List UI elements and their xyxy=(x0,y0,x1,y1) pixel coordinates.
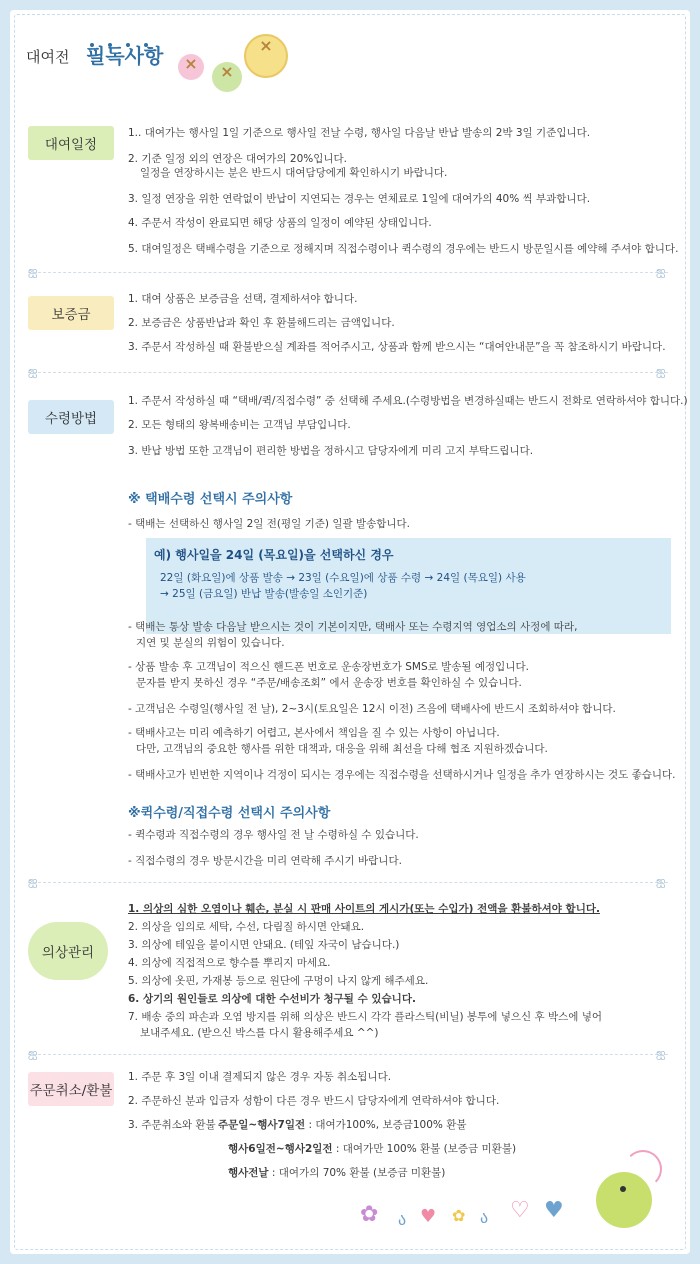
example-title: 예) 행사일을 24일 (목요일)을 선택하신 경우 xyxy=(154,548,394,562)
section-receipt xyxy=(28,395,688,870)
care-item-3: 3. 의상에 테잎을 붙이시면 안돼요. (테잎 자국이 남습니다.) xyxy=(128,939,400,951)
bow-icon: ஐ xyxy=(28,364,38,378)
deposit-item-3: 3. 주문서 작성하실 때 환불받으실 계좌를 적어주시고, 상품과 함께 받으시는 “대여안내문”을 꼭 참조하시기 바랍니다. xyxy=(128,341,666,353)
title-dots xyxy=(90,32,170,38)
receipt-item-1: 1. 주문서 작성하실 때 “택배/퀵/직접수령” 중 선택해 주세요.(수령방법을 변경하실때는 반드시 전화로 연락하셔야 합니다.) xyxy=(128,395,688,407)
section-deposit xyxy=(28,293,668,366)
courier-note: - 상품 발송 후 고객님이 적으신 핸드폰 번호로 운송장번호가 SMS로 발송될 예정입니다. xyxy=(128,661,529,673)
example-line-2: → 25일 (금요일) 반납 발송(발송일 소인기준) xyxy=(160,588,368,600)
divider xyxy=(28,272,668,273)
divider xyxy=(28,1054,668,1055)
bow-icon: ஐ xyxy=(656,364,666,378)
care-item-7b: 보내주세요. (받으신 박스를 다시 활용해주세요 ^^) xyxy=(140,1027,379,1039)
cancel-item-2: 2. 주문하신 분과 입금자 성함이 다른 경우 반드시 담당자에게 연락하셔야 합니다. xyxy=(128,1095,500,1107)
title-small: 대여전 xyxy=(26,48,70,66)
refund-row: 행사6일전~행사2일전 : 대여가만 100% 환불 (보증금 미환불) xyxy=(228,1143,517,1155)
example-line-1: 22일 (화요일)에 상품 발송 → 23일 (수요일)에 상품 수령 → 24일 (목요일) 사용 xyxy=(160,572,526,584)
bird-icon xyxy=(590,1150,660,1234)
label-care: 의상관리 xyxy=(28,922,108,980)
refund-row: 주문일~행사7일전 : 대여가100%, 보증금100% 환불 xyxy=(218,1119,467,1131)
quick-note: - 직접수령의 경우 방문시간을 미리 연락해 주시기 바랍니다. xyxy=(128,855,402,867)
section-care xyxy=(28,900,668,1050)
label-deposit: 보증금 xyxy=(28,296,114,330)
title-big: 필독사항 xyxy=(86,44,164,68)
bow-icon: ஐ xyxy=(656,264,666,278)
care-item-7: 7. 배송 중의 파손과 오염 방지를 위해 의상은 반드시 각각 플라스틱(비닐) 봉투에 넣으신 후 박스에 넣어 xyxy=(128,1011,602,1023)
deposit-item-2: 2. 보증금은 상품반납과 확인 후 환불해드리는 금액입니다. xyxy=(128,317,395,329)
receipt-item-2: 2. 모든 형태의 왕복배송비는 고객님 부담입니다. xyxy=(128,419,351,431)
quick-note: - 퀵수령과 직접수령의 경우 행사일 전 날 수령하실 수 있습니다. xyxy=(128,829,419,841)
rental-item-2: 2. 기준 일정 외의 연장은 대여가의 20%입니다. xyxy=(128,153,348,165)
deposit-item-1: 1. 대여 상품은 보증금을 선택, 결제하셔야 합니다. xyxy=(128,293,358,305)
courier-note: 다만, 고객님의 중요한 행사를 위한 대책과, 대응을 위해 최선을 다해 협조 지원하겠습니다. xyxy=(136,743,548,755)
heart-icon: ♡ xyxy=(510,1198,530,1223)
courier-note: - 택배사고가 빈번한 지역이나 걱정이 되시는 경우에는 직접수령을 선택하시거나 일정을 추가 연장하시는 것도 좋습니다. xyxy=(128,769,676,781)
care-item-2: 2. 의상을 임의로 세탁, 수선, 다림질 하시면 안돼요. xyxy=(128,921,365,933)
bow-icon: ஐ xyxy=(28,1046,38,1060)
courier-note: - 택배는 통상 발송 다음날 받으시는 것이 기본이지만, 택배사 또는 수령지역 영업소의 사정에 따라, xyxy=(128,621,578,633)
flower-icon: ✿ xyxy=(452,1206,466,1225)
label-cancel: 주문취소/환불 xyxy=(28,1072,114,1106)
rental-item-4: 4. 주문서 작성이 완료되면 해당 상품의 일정이 예약된 상태입니다. xyxy=(128,217,432,229)
courier-heading: ※ 택배수령 선택시 주의사항 xyxy=(128,492,293,507)
swirl-icon: ა xyxy=(480,1208,489,1227)
rental-item-1: 1.. 대여가는 행사일 1일 기준으로 행사일 전날 수령, 행사일 다음날 반납 발송의 2박 3일 기준입니다. xyxy=(128,127,591,139)
divider xyxy=(28,882,668,883)
decoration-icon xyxy=(350,1130,680,1240)
courier-note: - 고객님은 수령일(행사일 전 날), 2~3시(토요일은 12시 이전) 즈음에 택배사에 반드시 조회하셔야 합니다. xyxy=(128,703,616,715)
cancel-item-3: 3. 주문취소와 환불 : xyxy=(128,1119,223,1131)
care-item-1: 1. 의상의 심한 오염이나 훼손, 분실 시 판매 사이트의 게시가(또는 수입가) 전액을 환불하셔야 합니다. xyxy=(128,903,600,915)
label-rental-schedule: 대여일정 xyxy=(28,126,114,160)
quick-heading: ※퀵수령/직접수령 선택시 주의사항 xyxy=(128,806,331,821)
receipt-item-3: 3. 반납 방법 또한 고객님이 편리한 방법을 정하시고 담당자에게 미리 고지 부탁드립니다. xyxy=(128,445,534,457)
courier-note: 지연 및 분실의 위험이 있습니다. xyxy=(136,637,285,649)
refund-row: 행사전날 : 대여가의 70% 환불 (보증금 미환불) xyxy=(228,1167,446,1179)
label-receipt: 수령방법 xyxy=(28,400,114,434)
courier-note: 문자를 받지 못하신 경우 “주문/배송조회” 에서 운송장 번호를 확인하실 수 있습니다. xyxy=(136,677,522,689)
courier-note: - 택배사고는 미리 예측하기 어렵고, 본사에서 책임을 질 수 있는 사항이 아닙니다. xyxy=(128,727,500,739)
heart-icon: ♥ xyxy=(420,1206,437,1227)
bow-icon: ஐ xyxy=(28,874,38,888)
cancel-item-1: 1. 주문 후 3일 이내 결제되지 않은 경우 자동 취소됩니다. xyxy=(128,1071,392,1083)
section-rental-schedule xyxy=(28,126,679,266)
bow-icon: ஐ xyxy=(28,264,38,278)
care-item-6: 6. 상기의 원인들로 의상에 대한 수선비가 청구될 수 있습니다. xyxy=(128,993,416,1005)
swirl-icon: ა xyxy=(398,1210,407,1229)
care-item-5: 5. 의상에 옷핀, 가재봉 등으로 원단에 구멍이 나지 않게 해주세요. xyxy=(128,975,429,987)
bow-icon: ஐ xyxy=(656,1046,666,1060)
heart-icon: ♥ xyxy=(544,1198,564,1223)
bow-icon: ஐ xyxy=(656,874,666,888)
courier-intro: - 택배는 선택하신 행사일 2일 전(평일 기준) 일괄 발송합니다. xyxy=(128,518,410,530)
flower-icon: ✿ xyxy=(360,1202,379,1227)
rental-item-5: 5. 대여일정은 택배수령을 기준으로 정해지며 직접수령이나 퀵수령의 경우에는 반드시 방문일시를 예약해 주셔야 합니다. xyxy=(128,243,679,255)
rental-item-2b: 일정을 연장하시는 분은 반드시 대여담당에게 확인하시기 바랍니다. xyxy=(140,167,448,179)
button-decoration-icon xyxy=(174,34,284,94)
care-item-4: 4. 의상에 직접적으로 향수를 뿌리지 마세요. xyxy=(128,957,331,969)
rental-item-3: 3. 일정 연장을 위한 연락없이 반납이 지연되는 경우는 연체료로 1일에 대여가의 40% 씩 부과합니다. xyxy=(128,193,591,205)
divider xyxy=(28,372,668,373)
